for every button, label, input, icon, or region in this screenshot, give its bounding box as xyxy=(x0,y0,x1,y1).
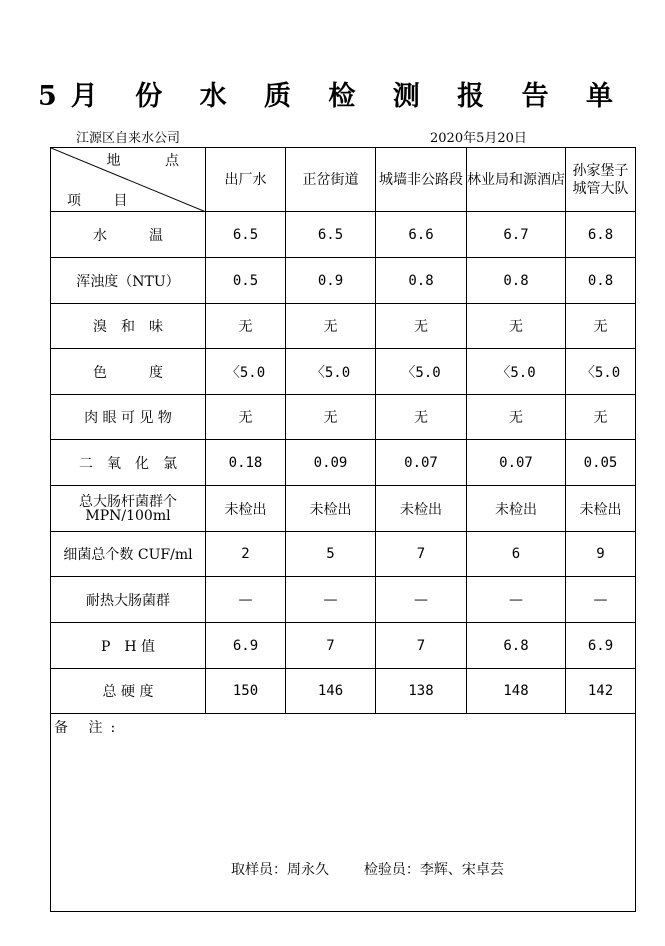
value-cell: 无 xyxy=(467,304,566,349)
value-cell: — xyxy=(566,577,636,623)
value-cell: 6 xyxy=(467,532,566,577)
value-cell: 0.07 xyxy=(376,440,467,486)
signers xyxy=(231,859,506,879)
value-cell: 〈5.0 xyxy=(376,349,467,395)
value-cell: 0.8 xyxy=(467,258,566,304)
value-cell: 0.9 xyxy=(286,258,376,304)
company-name: 江源区自来水公司 xyxy=(76,131,181,146)
value-cell: 7 xyxy=(286,623,376,669)
corner-location-label: 地 点 xyxy=(106,153,199,169)
value-cell: 6.9 xyxy=(566,623,636,669)
table-row xyxy=(51,212,636,258)
value-cell: 5 xyxy=(286,532,376,577)
item-label: 总 硬 度 xyxy=(51,669,206,714)
item-label: 浑浊度（NTU） xyxy=(51,258,206,304)
value-cell: 148 xyxy=(467,669,566,714)
item-label: 色 度 xyxy=(51,349,206,395)
value-cell: 〈5.0 xyxy=(566,349,636,395)
value-cell: 无 xyxy=(467,395,566,440)
value-cell: 2 xyxy=(206,532,286,577)
value-cell: 150 xyxy=(206,669,286,714)
value-cell: 〈5.0 xyxy=(286,349,376,395)
table-row xyxy=(51,304,636,349)
header-row xyxy=(51,148,636,212)
value-cell: — xyxy=(286,577,376,623)
value-cell: 未检出 xyxy=(566,486,636,532)
value-cell: 138 xyxy=(376,669,467,714)
value-cell: 〈5.0 xyxy=(206,349,286,395)
value-cell: 无 xyxy=(376,395,467,440)
site-header: 林业局和源酒店 xyxy=(467,148,566,212)
table-row xyxy=(51,440,636,486)
value-cell: 7 xyxy=(376,623,467,669)
item-label: 溴 和 味 xyxy=(51,304,206,349)
table-row xyxy=(51,486,636,532)
value-cell: 6.5 xyxy=(286,212,376,258)
item-label: 二 氧 化 氯 xyxy=(51,440,206,486)
value-cell: 未检出 xyxy=(206,486,286,532)
value-cell: 0.8 xyxy=(376,258,467,304)
table-row xyxy=(51,532,636,577)
value-cell: 未检出 xyxy=(467,486,566,532)
table-row xyxy=(51,258,636,304)
table-row xyxy=(51,349,636,395)
value-cell: — xyxy=(376,577,467,623)
report-date: 2020年5月20日 xyxy=(430,131,527,146)
remarks-row xyxy=(51,714,636,912)
value-cell: 142 xyxy=(566,669,636,714)
value-cell: 未检出 xyxy=(376,486,467,532)
value-cell: 6.7 xyxy=(467,212,566,258)
value-cell: — xyxy=(206,577,286,623)
value-cell: 6.6 xyxy=(376,212,467,258)
value-cell: 0.05 xyxy=(566,440,636,486)
item-label: P H 值 xyxy=(51,623,206,669)
value-cell: 无 xyxy=(566,304,636,349)
site-header: 孙家堡子城管大队 xyxy=(566,148,636,212)
site-header: 出厂水 xyxy=(206,148,286,212)
corner-item-label: 项 目 xyxy=(67,193,142,209)
value-cell: 6.8 xyxy=(467,623,566,669)
value-cell: 9 xyxy=(566,532,636,577)
corner-header-cell xyxy=(51,148,206,212)
table-row xyxy=(51,623,636,669)
item-label: 肉 眼 可 见 物 xyxy=(51,395,206,440)
item-label: 细菌总个数 CUF/ml xyxy=(51,532,206,577)
value-cell: 0.07 xyxy=(467,440,566,486)
table-row xyxy=(51,395,636,440)
item-label: 耐热大肠菌群 xyxy=(51,577,206,623)
value-cell: 无 xyxy=(206,304,286,349)
value-cell: 无 xyxy=(206,395,286,440)
value-cell: 7 xyxy=(376,532,467,577)
report-title: 5月 份 水 质 检 测 报 告 单 xyxy=(38,81,627,112)
item-label: 水 温 xyxy=(51,212,206,258)
value-cell: 未检出 xyxy=(286,486,376,532)
inspector: 检验员：李辉、宋卓芸 xyxy=(363,862,504,878)
value-cell: 6.9 xyxy=(206,623,286,669)
value-cell: 146 xyxy=(286,669,376,714)
table-row xyxy=(51,577,636,623)
value-cell: 无 xyxy=(286,304,376,349)
remarks-cell xyxy=(51,714,636,912)
item-label: 总大肠杆菌群个MPN/100ml xyxy=(51,486,206,532)
value-cell: 无 xyxy=(376,304,467,349)
value-cell: 0.18 xyxy=(206,440,286,486)
table-row xyxy=(51,669,636,714)
site-header: 城墙非公路段 xyxy=(376,148,467,212)
value-cell: 6.5 xyxy=(206,212,286,258)
value-cell: — xyxy=(467,577,566,623)
site-header: 正岔街道 xyxy=(286,148,376,212)
value-cell: 〈5.0 xyxy=(467,349,566,395)
value-cell: 0.5 xyxy=(206,258,286,304)
value-cell: 无 xyxy=(286,395,376,440)
remarks-label: 备 注: xyxy=(54,720,124,736)
sampler: 取样员：周永久 xyxy=(231,862,329,878)
value-cell: 无 xyxy=(566,395,636,440)
water-quality-table xyxy=(50,147,636,912)
value-cell: 0.09 xyxy=(286,440,376,486)
value-cell: 6.8 xyxy=(566,212,636,258)
value-cell: 0.8 xyxy=(566,258,636,304)
